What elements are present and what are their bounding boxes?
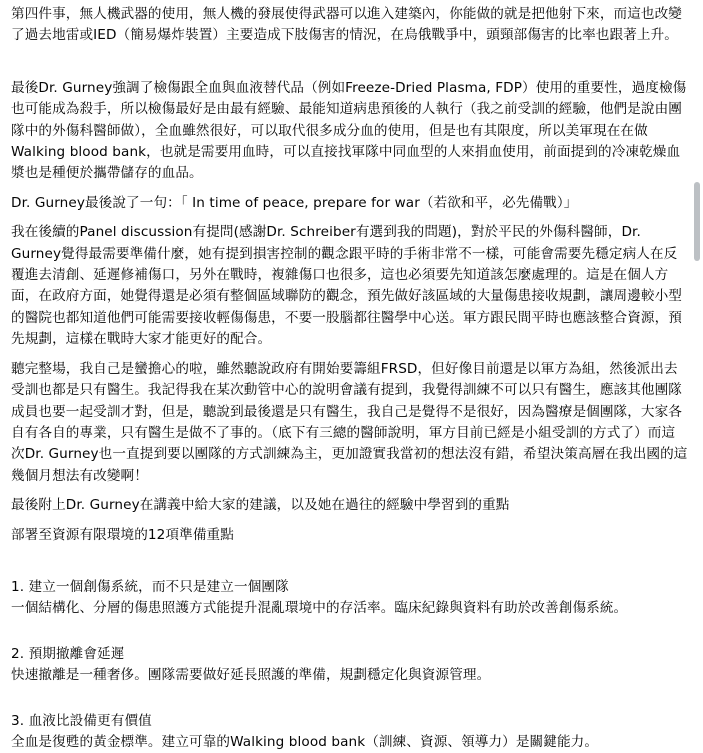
list-item-body: 快速撤離是一種奢侈。團隊需要做好延長照護的準備，規劃穩定化與資源管理。 — [11, 667, 491, 684]
list-item — [11, 711, 688, 753]
list-item-heading: 3. 血液比設備更有價值 — [11, 712, 152, 729]
list-item-body: 一個結構化、分層的傷患照護方式能提升混亂環境中的存活率。臨床紀錄與資料有助於改善創傷系統。 — [11, 600, 628, 617]
paragraph-drone-weapons: 第四件事，無人機武器的使用，無人機的發展使得武器可以進入建築內，你能做的就是把他射下來，而這也改變了過去地雷或IED（簡易爆炸裝置）主要造成下肢傷害的情況，在烏俄戰爭中，頭頸部傷害的比率也跟著上升。 — [11, 6, 682, 44]
list-item-heading: 2. 預期撤離會延遲 — [11, 645, 125, 662]
paragraph-closing: 最後附上Dr. Gurney在講義中給大家的建議，以及她在過往的經驗中學習到的重點 — [11, 497, 510, 514]
paragraph-reflection: 聽完整場，我自己是蠻擔心的啦，雖然聽說政府有開始要籌組FRSD，但好像目前還是以軍方為組，然後派出去受訓也都是只有醫生。我記得我在某次動管中心的說明會議有提到，我覺得訓練不可以只有醫生，應該其他團隊成員也要一起受訓才對，但是，聽說到最後還是只有醫生，我自己是覺得不是很好，因為醫療是個團隊，大家各自有各自的專業，只有醫生是做不了事的。（底下有三總的醫師說明，軍方目前已經是小組受訓的方式了）而這次Dr. Gurney也一直提到要以團隊的方式訓練為主，更加證實我當初的想法沒有錯，希望決策高層在我出國的這幾個月想法有改變啊！ — [11, 360, 688, 484]
paragraph-panel-discussion: 我在後續的Panel discussion有提問(感謝Dr. Schreiber有選到我的問題)，對於平民的外傷科醫師，Dr. Gurney覺得最需要準備什麼，她有提到損害控制的觀念跟平時的手術非常不一樣，可能會需要先穩定病人在反覆進去清創、延遲修補傷口，另外在戰時，複雜傷口也很多，這也必須要先知道該怎麼處理的。這是在個人方面，在政府方面，她覺得還是必須有整個區域聯防的觀念，預先做好該區域的大量傷患接收規劃，讓周邊較小型的醫院也都知道他們可能需要接收輕傷傷患，不要一股腦都往醫學中心送。軍方跟民間平時也應該整合資源，預先規劃，這樣在戰時大家才能更好的配合。 — [11, 224, 682, 348]
paragraph-quote: Dr. Gurney最後說了一句：「 In time of peace, prepare for war（若欲和平，必先備戰）」 — [11, 194, 578, 211]
scrollbar-thumb[interactable] — [694, 182, 700, 261]
list-item — [11, 577, 688, 620]
list-title: 部署至資源有限環境的12項準備重點 — [11, 526, 234, 543]
list-item — [11, 644, 688, 687]
post-content — [11, 4, 688, 753]
list-item-heading: 1. 建立一個創傷系統，而不只是建立一個團隊 — [11, 578, 289, 595]
paragraph-triage-blood: 最後Dr. Gurney強調了檢傷跟全血與血液替代品（例如Freeze-Dried Plasma, FDP）使用的重要性，過度檢傷也可能成為殺手，所以檢傷最好是由最有經驗、最能知道病患預後的人執行（我之前受訓的經驗，他們是說由團隊中的外傷科醫師做），全血雖然很好，可以取代很多成分血的使用，但是也有其限度，所以美軍現在在做Walking blood bank，也就是需要用血時，可以直接找軍隊中同血型的人來捐血使用，前面提到的冷凍乾燥血漿也是種便於攜帶儲存的血品。 — [11, 79, 687, 182]
list-item-body: 全血是復甦的黃金標準。建立可靠的Walking blood bank（訓練、資源、領導力）是關鍵能力。 — [11, 733, 599, 750]
